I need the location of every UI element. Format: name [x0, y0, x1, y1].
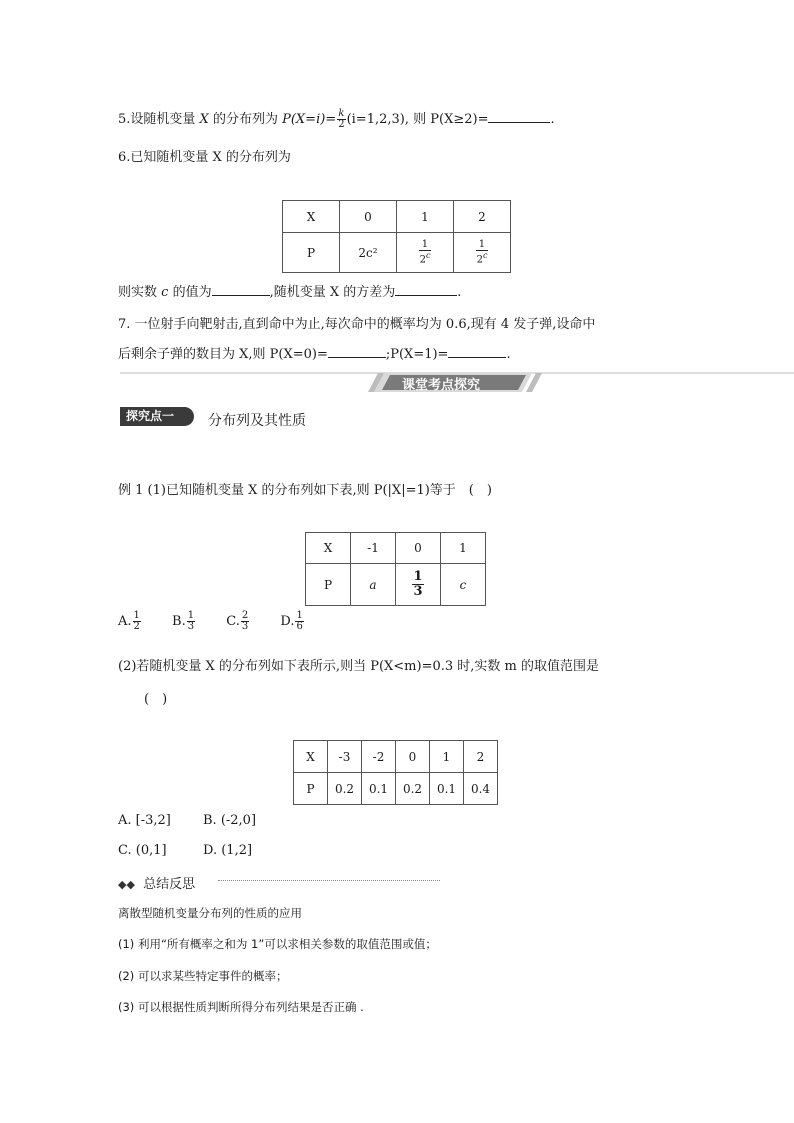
question-6-title: 6.已知随机变量 X 的分布列为 [118, 150, 291, 165]
q5-formula-rhs: (i=1,2,3), [346, 112, 409, 127]
q6-answer-line: 则实数 c 的值为 ,随机变量 X 的方差为 . [118, 285, 462, 300]
table-cell: $\frac{1}{2^c}$ [397, 233, 454, 273]
summary-dotted-rule [218, 880, 440, 881]
q5-answer-blank[interactable] [488, 110, 550, 123]
option-d[interactable]: D. $\frac{1}{6}$ [280, 610, 303, 632]
table-cell: 1 [430, 741, 464, 773]
table-cell: P [306, 564, 351, 606]
table-cell: 2 [464, 741, 498, 773]
ex1-part2-line1: (2)若随机变量 X 的分布列如下表所示,则当 P(X<m)=0.3 时,实数 m 的取值范围是 [118, 659, 599, 674]
table-cell: -2 [362, 741, 396, 773]
table-cell: -3 [328, 741, 362, 773]
ex1-options [118, 611, 305, 632]
q6-distribution-table [282, 200, 511, 273]
choice-d[interactable]: D. (1,2] [203, 843, 253, 858]
table-cell: X [306, 533, 351, 564]
ex1-distribution-table [305, 532, 486, 606]
q5-ask: 则 P(X≥2)= [413, 112, 489, 127]
summary-item: (2) 可以求某些特定事件的概率； [118, 969, 288, 983]
q7-line2: 后剩余子弹的数目为 X,则 P(X=0)= ;P(X=1)= . [118, 347, 511, 362]
table-cell: $\frac{1}{2^c}$ [454, 233, 511, 273]
q7-blank-1[interactable] [328, 345, 386, 358]
q5-prefix: 5.设随机变量 [118, 112, 196, 127]
table-cell: c [441, 564, 486, 606]
q5-fraction: $\frac{k}{2}$ [338, 108, 345, 130]
table-cell: 0.1 [362, 773, 396, 805]
table-cell: 0 [396, 741, 430, 773]
option-b[interactable]: B. $\frac{1}{3}$ [172, 610, 195, 632]
q5-mid: 的分布列为 [212, 112, 278, 127]
table-cell: 2c² [340, 233, 397, 273]
choice-c[interactable]: C. (0,1] [118, 843, 167, 858]
table-cell: 0.2 [396, 773, 430, 805]
table-cell: 0.1 [430, 773, 464, 805]
summary-title: 总结反思 [143, 877, 196, 892]
table-cell: $\frac{1}{3}$ [396, 564, 441, 606]
diamond-icon: ◆◆ [118, 878, 135, 891]
q7-line1: 7. 一位射手向靶射击,直到命中为止,每次命中的概率均为 0.6,现有 4 发子弹,设命中 [118, 317, 596, 332]
q6-blank-variance[interactable] [395, 283, 457, 296]
summary-item: (1) 利用“所有概率之和为 1”可以求相关参数的取值范围或值； [118, 937, 437, 951]
q5-formula-lhs: P(X=i)= [282, 112, 337, 127]
example-1-stem: 例 1 (1)已知随机变量 X 的分布列如下表,则 P(|X|=1)等于 ( ) [118, 483, 492, 498]
table-cell: -1 [351, 533, 396, 564]
q7-blank-2[interactable] [448, 345, 506, 358]
banner-title: 课堂考点探究 [402, 378, 481, 393]
table-cell: 0.4 [464, 773, 498, 805]
summary-header [118, 873, 195, 892]
option-c[interactable]: C. $\frac{2}{3}$ [226, 610, 249, 632]
ex1-part2-line2: ( ) [144, 692, 168, 707]
table-cell: 1 [397, 201, 454, 233]
summary-heading: 离散型随机变量分布列的性质的应用 [118, 906, 302, 920]
table-cell: 0 [396, 533, 441, 564]
table-cell: P [283, 233, 340, 273]
table-cell: 0.2 [328, 773, 362, 805]
table-cell: 2 [454, 201, 511, 233]
table-cell: X [283, 201, 340, 233]
table-cell: 0 [340, 201, 397, 233]
summary-item: (3) 可以根据性质判断所得分布列结果是否正确 . [118, 1000, 364, 1014]
table-cell: a [351, 564, 396, 606]
question-5: 5.设随机变量 X 的分布列为 P(X=i)= $\frac{k}{2}$ (i=1,2,3), 则 P(X≥2)= . [118, 108, 555, 130]
option-a[interactable]: A. $\frac{1}{2}$ [118, 610, 140, 632]
table-cell: X [294, 741, 328, 773]
choice-a[interactable]: A. [-3,2] [118, 813, 171, 828]
table-cell: P [294, 773, 328, 805]
ex1-part2-table [293, 740, 498, 805]
q5-var: X [199, 112, 209, 127]
table-cell: 1 [441, 533, 486, 564]
q6-blank-c[interactable] [212, 283, 270, 296]
section-tag: 探究点一 [120, 407, 194, 426]
choice-b[interactable]: B. (-2,0] [203, 813, 257, 828]
section-title: 分布列及其性质 [208, 413, 306, 429]
